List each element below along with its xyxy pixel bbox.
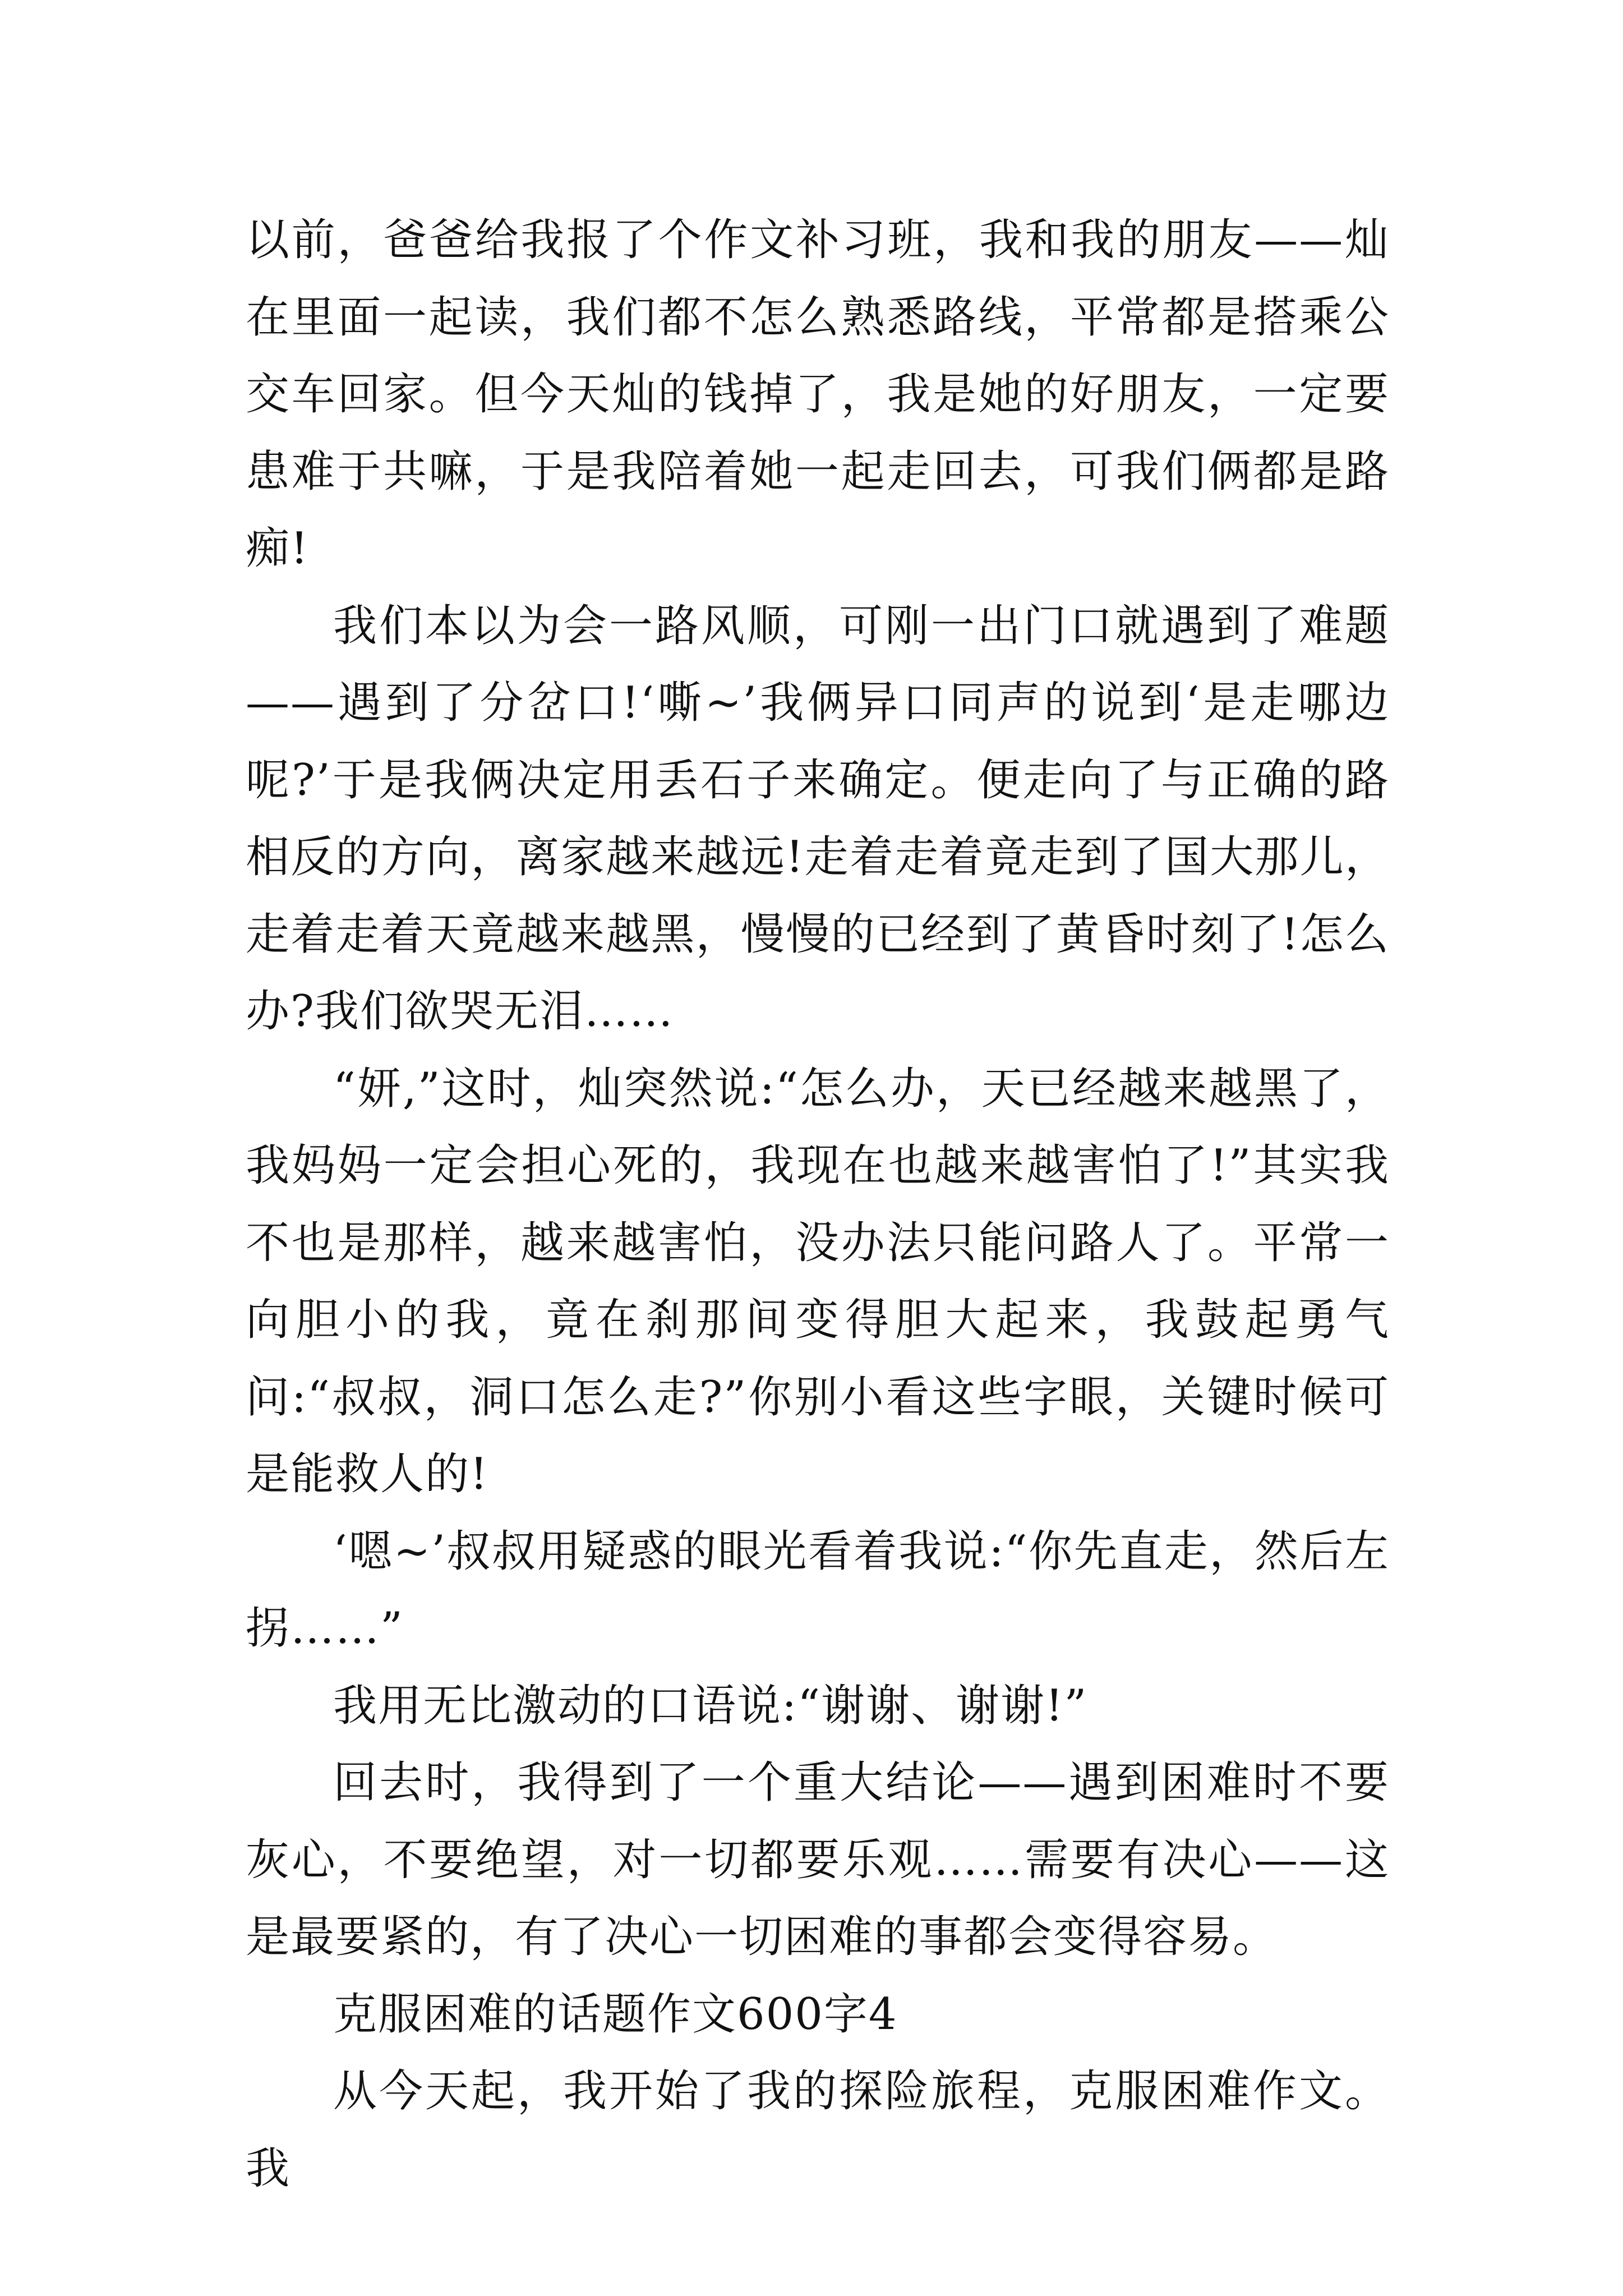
paragraph-1: 以前，爸爸给我报了个作文补习班，我和我的朋友——灿在里面一起读，我们都不怎么熟悉路线，平常都是搭乘公交车回家。但今天灿的钱掉了，我是她的好朋友，一定要患难于共嘛，于是我陪着她一起走回去，可我们俩都是路痴! — [246, 215, 1390, 574]
section-heading: 克服困难的话题作文600字4 — [333, 1989, 898, 2040]
paragraph-7: 从今天起，我开始了我的探险旅程，克服困难作文。我 — [246, 2066, 1390, 2194]
document-body — [246, 202, 1390, 2207]
paragraph-3: “妍,”这时，灿突然说:“怎么办，天已经越来越黑了，我妈妈一定会担心死的，我现在也越来越害怕了!”其实我不也是那样，越来越害怕，没办法只能问路人了。平常一向胆小的我，竟在刹那间变得胆大起来，我鼓起勇气问:“叔叔，洞口怎么走?”你别小看这些字眼，关键时候可是能救人的! — [246, 1063, 1390, 1499]
paragraph-5: 我用无比激动的口语说:“谢谢、谢谢!” — [333, 1680, 1088, 1731]
paragraph-4: ‘嗯~’叔叔用疑惑的眼光看着我说:“你先直走，然后左拐……” — [246, 1526, 1390, 1654]
paragraph-6: 回去时，我得到了一个重大结论——遇到困难时不要灰心，不要绝望，对一切都要乐观……需要有决心——这是最要紧的，有了决心一切困难的事都会变得容易。 — [246, 1757, 1390, 1962]
paragraph-2: 我们本以为会一路风顺，可刚一出门口就遇到了难题——遇到了分岔口!‘嘶~’我俩异口同声的说到‘是走哪边呢?’于是我俩决定用丢石子来确定。便走向了与正确的路相反的方向，离家越来越远!走着走着竟走到了国大那儿，走着走着天竟越来越黑，慢慢的已经到了黄昏时刻了!怎么办?我们欲哭无泪…… — [246, 600, 1390, 1037]
